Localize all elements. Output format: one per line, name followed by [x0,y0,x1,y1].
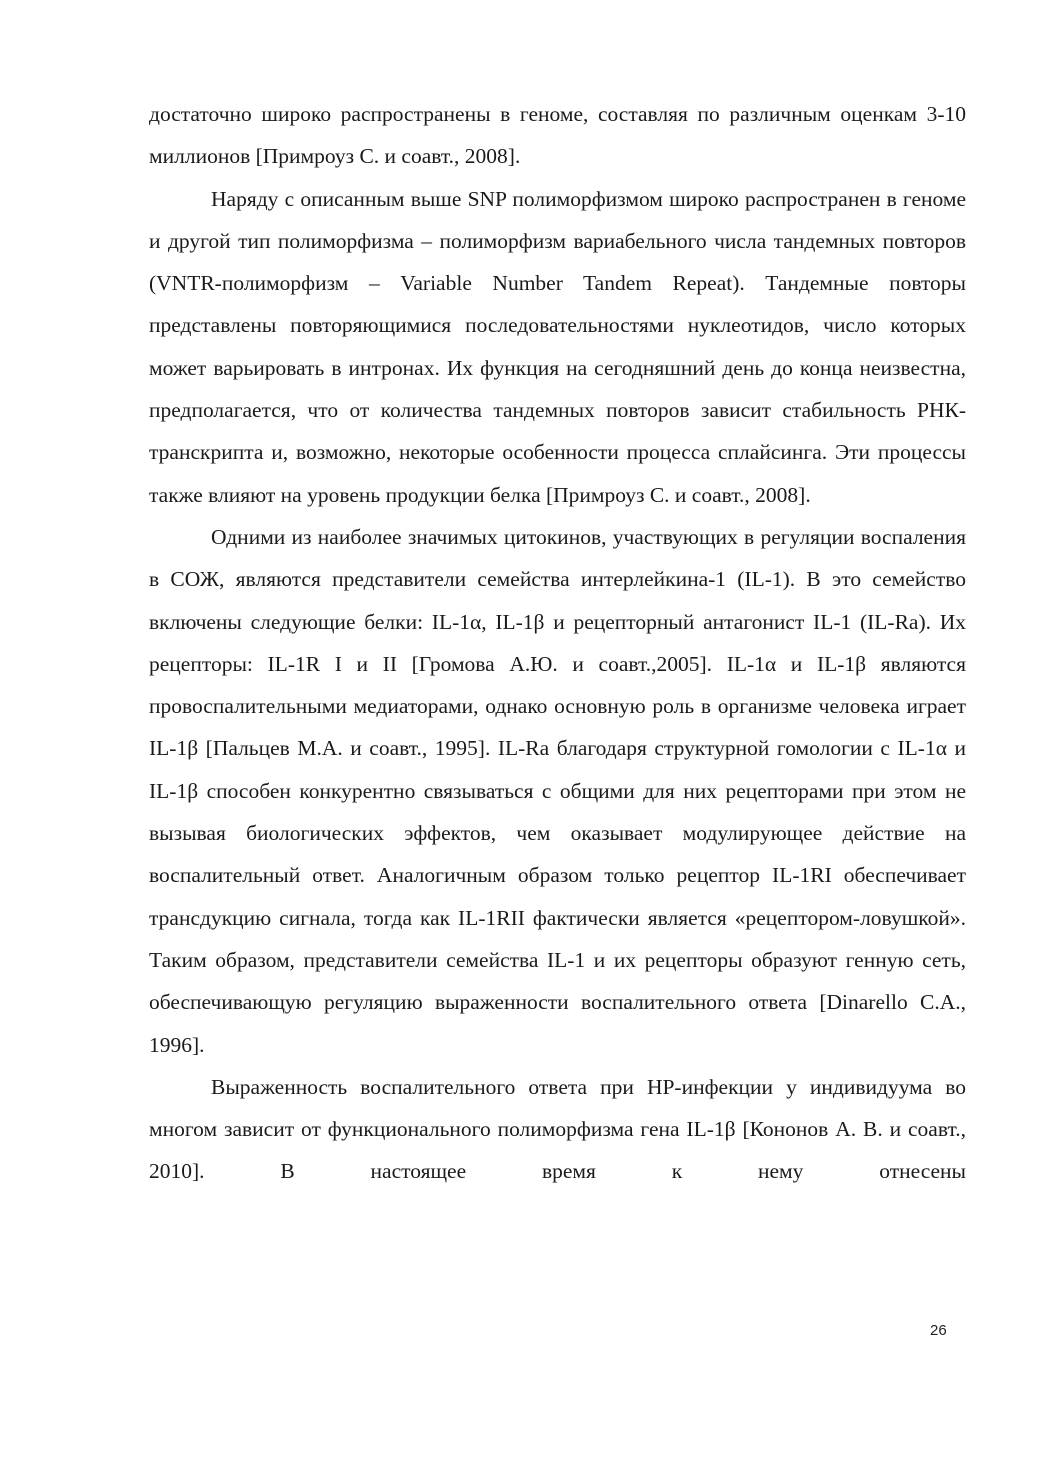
paragraph-hp-infection: Выраженность воспалительного ответа при HP-инфекции у индивидуума во многом зависит от функционального полиморфизма гена IL-1β [Кононов А. В. и соавт., 2010]. В настоящее время к нему отнесены [149,1074,966,1184]
body-text [149,93,966,1193]
paragraph-il1-family: Одними из наиболее значимых цитокинов, участвующих в регуляции воспаления в СОЖ, являются представители семейства интерлейкина-1 (IL-1). В это семейство включены следующие белки: IL-1α, IL-1β и рецепторный антагонист IL-1 (IL-Ra). Их рецепторы: IL-1R I и II [Громова А.Ю. и соавт.,2005]. IL-1α и IL-1β являются провоспалительными медиаторами, однако основную роль в организме человека играет IL-1β [Пальцев М.А. и соавт., 1995]. IL-Ra благодаря структурной гомологии с IL-1α и IL-1β способен конкурентно связываться с общими для них рецепторами при этом не вызывая биологических эффектов, чем оказывает модулирующее действие на воспалительный ответ. Аналогичным образом только рецептор IL-1RI обеспечивает трансдукцию сигнала, тогда как IL-1RII фактически является «рецептором-ловушкой». Таким образом, представители семейства IL-1 и их рецепторы образуют генную сеть, обеспечивающую регуляцию выраженности воспалительного ответа [Dinarello C.A., 1996]. [149,524,966,1057]
paragraph-vntr-polymorphism: Наряду с описанным выше SNP полиморфизмом широко распространен в геноме и другой тип полиморфизма – полиморфизм вариабельного числа тандемных повторов (VNTR-полиморфизм – Variable Number Tandem Repeat). Тандемные повторы представлены повторяющимися последовательностями нуклеотидов, число которых может варьировать в интронах. Их функция на сегодняшний день до конца неизвестна, предполагается, что от количества тандемных повторов зависит стабильность РНК-транскрипта и, возможно, некоторые особенности процесса сплайсинга. Эти процессы также влияют на уровень продукции белка [Примроуз С. и соавт., 2008]. [149,186,966,507]
paragraph-continuation: достаточно широко распространены в геноме, составляя по различным оценкам 3-10 миллионов [Примроуз С. и соавт., 2008]. [149,102,966,169]
page-number: 26 [930,1322,947,1339]
